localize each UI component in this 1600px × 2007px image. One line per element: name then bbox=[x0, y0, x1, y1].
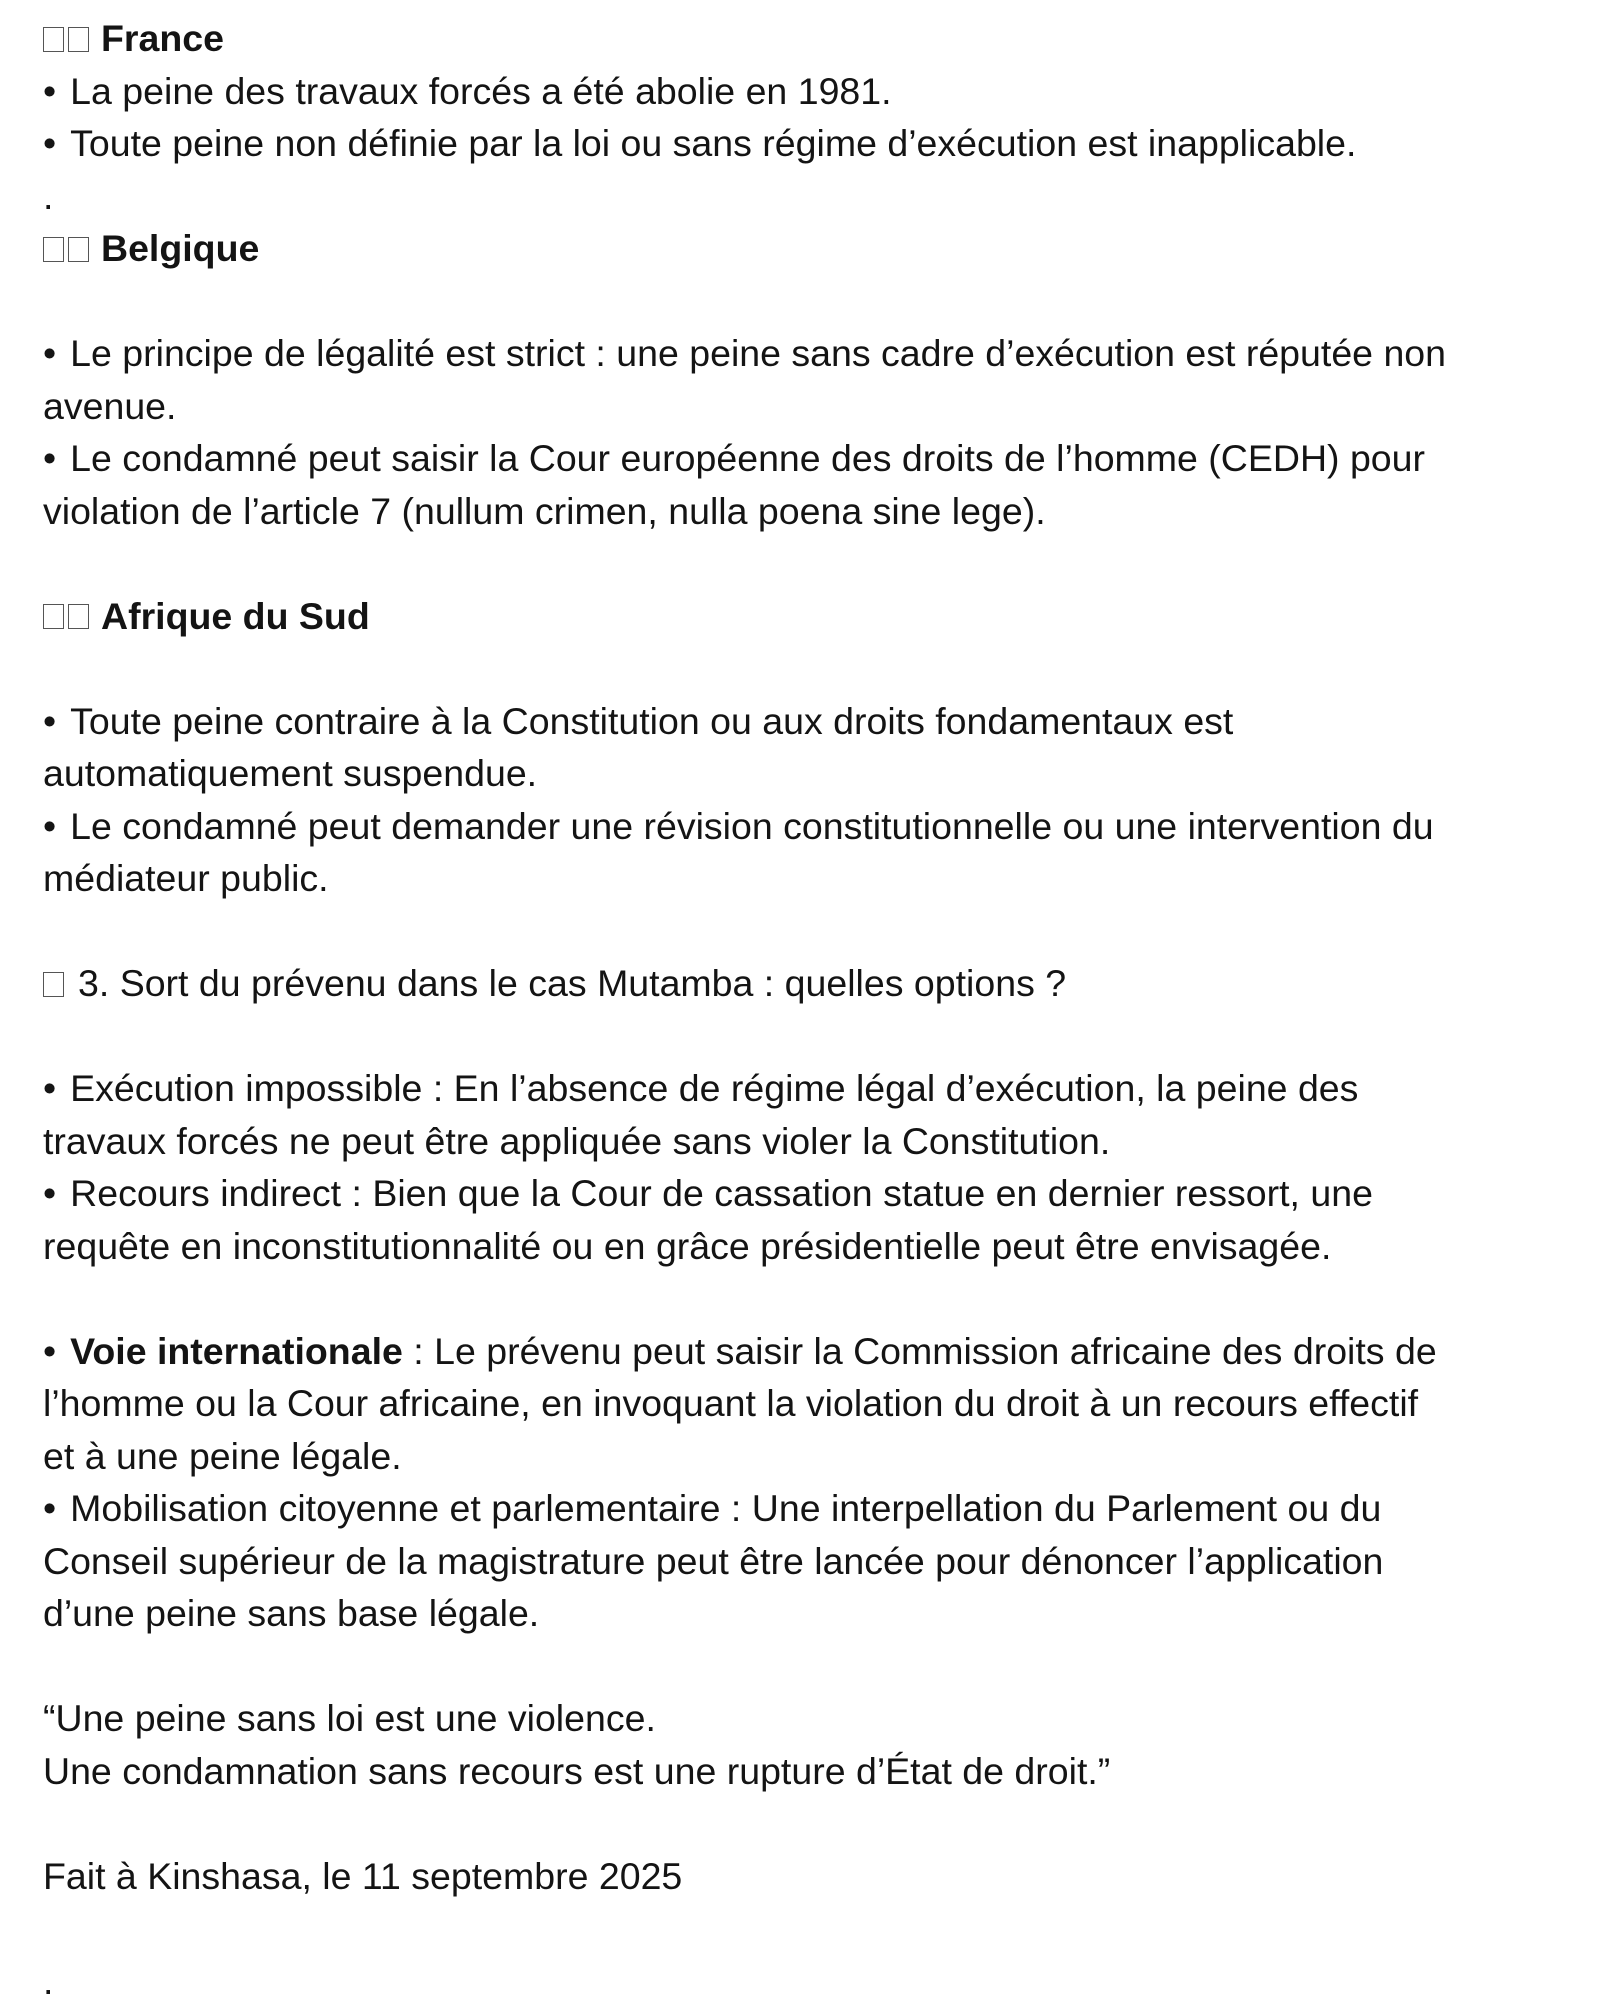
section-title: 3. Sort du prévenu dans le cas Mutamba : quelles options ? bbox=[78, 957, 1066, 1010]
list-item: • Le condamné peut saisir la Cour européenne des droits de l’homme (CEDH) pour bbox=[43, 432, 1563, 485]
list-item: • Toute peine non définie par la loi ou sans régime d’exécution est inapplicable. bbox=[43, 117, 1563, 170]
bullet-icon: • bbox=[43, 432, 56, 485]
bullet-icon: • bbox=[43, 1167, 56, 1220]
flag-placeholder-icon bbox=[68, 604, 89, 629]
flag-placeholder-icon bbox=[43, 27, 64, 52]
section-title: Belgique bbox=[101, 222, 259, 275]
bullet-icon: • bbox=[43, 1482, 56, 1535]
section-heading-sort-du-prevenu bbox=[43, 957, 1563, 1010]
flag-placeholder-icon bbox=[68, 237, 89, 262]
flag-placeholder-icon bbox=[43, 237, 64, 262]
list-item: • Exécution impossible : En l’absence de régime légal d’exécution, la peine des bbox=[43, 1062, 1563, 1115]
document-page bbox=[43, 12, 1563, 2007]
list-item: • Le condamné peut demander une révision constitutionnelle ou une intervention du bbox=[43, 800, 1563, 853]
list-item: • Recours indirect : Bien que la Cour de cassation statue en dernier ressort, une bbox=[43, 1167, 1563, 1220]
bullet-icon: • bbox=[43, 1062, 56, 1115]
list-item-continuation: l’homme ou la Cour africaine, en invoquant la violation du droit à un recours effectif bbox=[43, 1377, 1563, 1430]
signature-place-date: Fait à Kinshasa, le 11 septembre 2025 bbox=[43, 1850, 1563, 1903]
section-heading-france bbox=[43, 12, 1563, 65]
list-item: • Toute peine contraire à la Constitution ou aux droits fondamentaux est bbox=[43, 695, 1563, 748]
bullet-icon: • bbox=[43, 117, 56, 170]
emoji-placeholder-icon bbox=[43, 972, 64, 997]
bold-label: Voie internationale bbox=[70, 1325, 403, 1378]
bullet-icon: • bbox=[43, 695, 56, 748]
quote-line: “Une peine sans loi est une violence. bbox=[43, 1692, 1563, 1745]
list-item-continuation: travaux forcés ne peut être appliquée sans violer la Constitution. bbox=[43, 1115, 1563, 1168]
quote-line: Une condamnation sans recours est une rupture d’État de droit.” bbox=[43, 1745, 1563, 1798]
list-item-continuation: d’une peine sans base légale. bbox=[43, 1587, 1563, 1640]
list-item-continuation: Conseil supérieur de la magistrature peut être lancée pour dénoncer l’application bbox=[43, 1535, 1563, 1588]
section-title: France bbox=[101, 12, 224, 65]
list-item-continuation: avenue. bbox=[43, 380, 1563, 433]
list-item: • Le principe de légalité est strict : une peine sans cadre d’exécution est réputée non bbox=[43, 327, 1563, 380]
list-item: • La peine des travaux forcés a été abolie en 1981. bbox=[43, 65, 1563, 118]
bullet-icon: • bbox=[43, 65, 56, 118]
bullet-icon: • bbox=[43, 1325, 56, 1378]
flag-placeholder-icon bbox=[68, 27, 89, 52]
section-heading-belgique bbox=[43, 222, 1563, 275]
list-item: • Mobilisation citoyenne et parlementaire : Une interpellation du Parlement ou du bbox=[43, 1482, 1563, 1535]
final-dot: . bbox=[43, 1955, 1563, 2007]
list-item-continuation: médiateur public. bbox=[43, 852, 1563, 905]
flag-placeholder-icon bbox=[43, 604, 64, 629]
section-heading-afrique-du-sud bbox=[43, 590, 1563, 643]
bullet-icon: • bbox=[43, 800, 56, 853]
list-item-continuation: et à une peine légale. bbox=[43, 1430, 1563, 1483]
list-item: • Voie internationale : Le prévenu peut saisir la Commission africaine des droits de bbox=[43, 1325, 1563, 1378]
separator-dot: . bbox=[43, 170, 1563, 223]
list-item-continuation: automatiquement suspendue. bbox=[43, 747, 1563, 800]
bullet-icon: • bbox=[43, 327, 56, 380]
section-title: Afrique du Sud bbox=[101, 590, 370, 643]
list-item-continuation: violation de l’article 7 (nullum crimen, nulla poena sine lege). bbox=[43, 485, 1563, 538]
list-item-continuation: requête en inconstitutionnalité ou en grâce présidentielle peut être envisagée. bbox=[43, 1220, 1563, 1273]
